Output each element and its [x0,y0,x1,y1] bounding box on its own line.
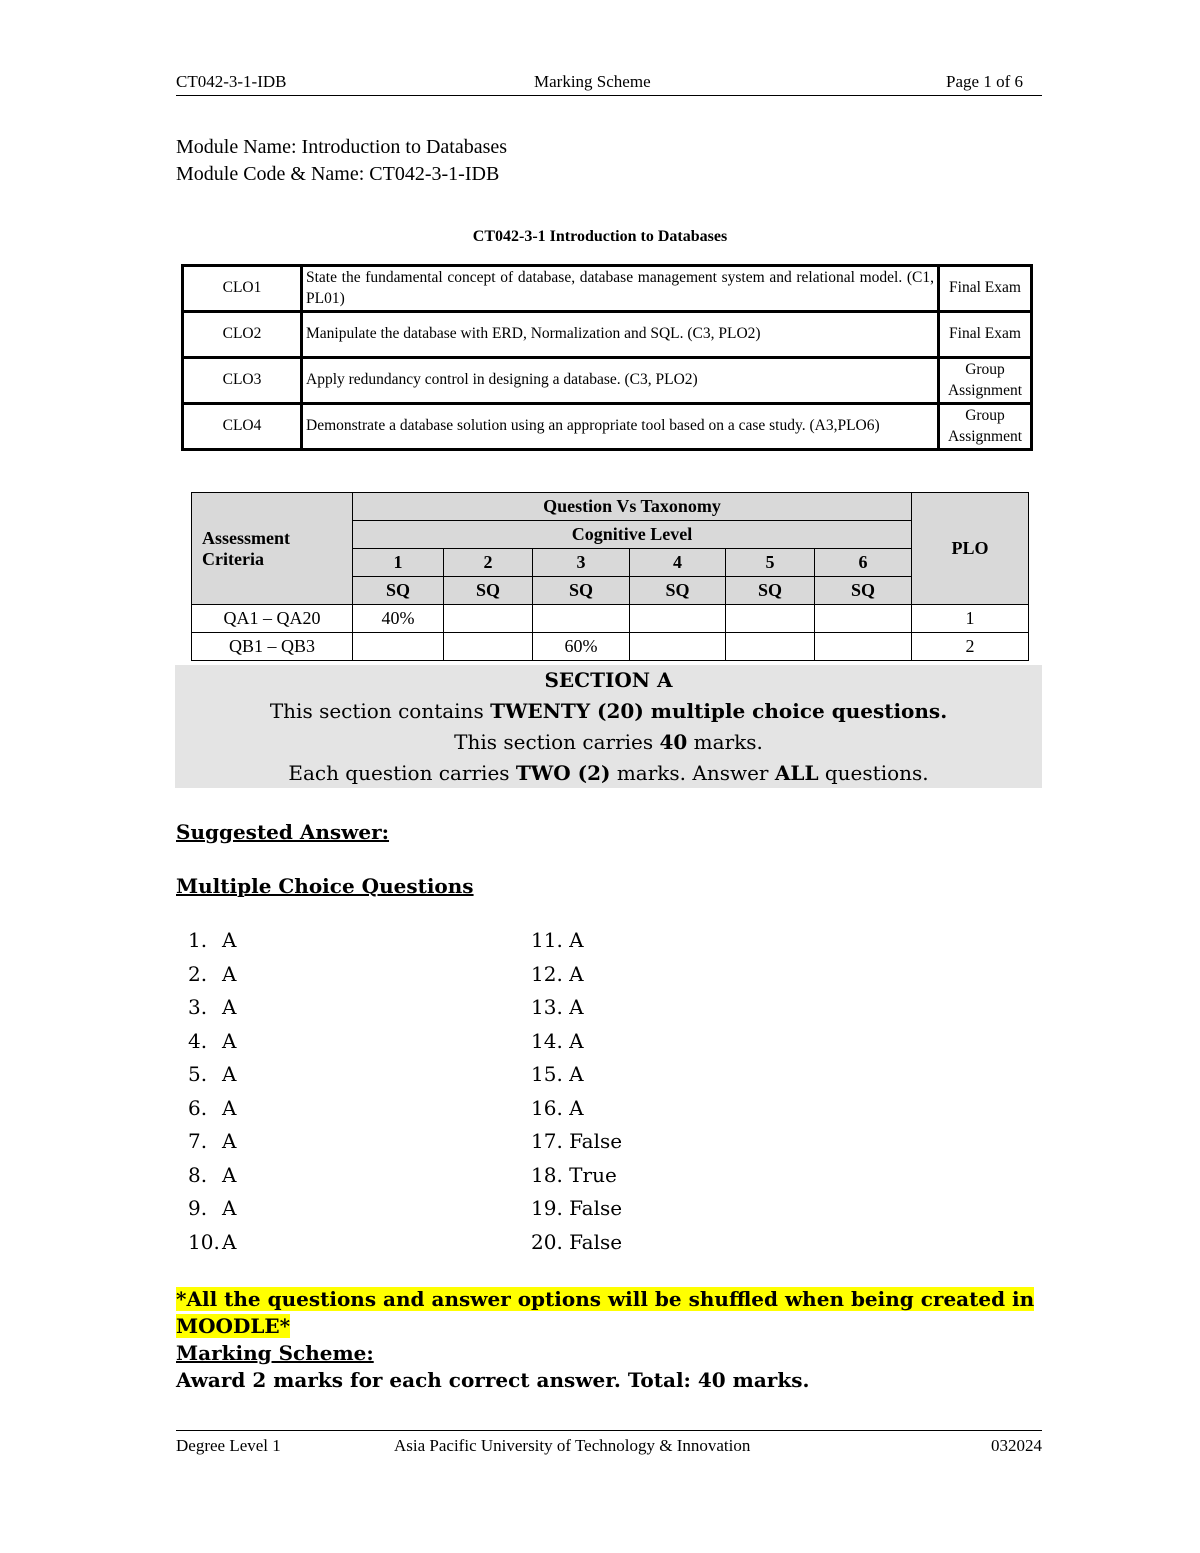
table-cell [444,633,533,661]
footer-code: 032024 [991,1436,1042,1455]
assessment-criteria-header: Assessment Criteria [192,493,353,605]
section-a-line-2: This section carries 40 marks. [454,730,763,754]
clo-description: Manipulate the database with ERD, Normalization and SQL. (C3, PLO2) [302,312,939,358]
sq-header: SQ [630,577,726,605]
shuffle-note-line-1: *All the questions and answer options will be shuffled when being created in [176,1287,1035,1311]
level-header: 6 [815,549,912,577]
answer-value: A [222,1029,237,1053]
table-row [183,266,1032,312]
answer-item: 17. False [531,1129,623,1153]
answer-item: 18. True [531,1163,617,1187]
table-cell: 40% [353,605,444,633]
answer-number: 7. [188,1129,208,1153]
module-name-line: Module Name: Introduction to Databases [176,136,508,158]
answer-value: A [222,1196,237,1220]
clo-description: State the fundamental concept of database, database management system and relational model. (C1, PL01) [302,266,939,312]
answer-list [0,928,1200,1268]
table-cell [815,633,912,661]
table-cell [444,605,533,633]
table-cell: 60% [533,633,630,661]
shuffle-note [176,1286,1034,1340]
module-code-line: Module Code & Name: CT042-3-1-IDB [176,163,500,185]
answer-number: 6. [188,1096,208,1120]
page-footer [176,1430,1042,1461]
suggested-answer-heading: Suggested Answer: [176,820,390,844]
level-header: 1 [353,549,444,577]
answer-value: A [222,928,237,952]
table-cell [815,605,912,633]
table-row [192,633,1029,661]
table-cell [353,633,444,661]
marking-scheme-heading: Marking Scheme: [176,1341,374,1365]
mcq-heading: Multiple Choice Questions [176,874,474,898]
table-cell [726,633,815,661]
footer-university: Asia Pacific University of Technology & Innovation [394,1436,751,1455]
answer-item: 20. False [531,1230,623,1254]
section-a-line-1: This section contains TWENTY (20) multiple choice questions. [269,699,948,723]
page-header [176,70,1042,96]
answer-number: 3. [188,995,208,1019]
answer-number: 10. [188,1230,220,1254]
answer-value: A [222,962,237,986]
section-a-box [175,665,1042,788]
criteria-cell: QB1 – QB3 [192,633,353,661]
sq-header: SQ [444,577,533,605]
answer-item: 15. A [531,1062,584,1086]
plo-cell: 1 [912,605,1029,633]
answer-number: 5. [188,1062,208,1086]
taxonomy-group-header: Question Vs Taxonomy [353,493,912,521]
marking-scheme-text: Award 2 marks for each correct answer. Total: 40 marks. [176,1368,810,1392]
clo-description: Demonstrate a database solution using an appropriate tool based on a case study. (A3,PLO6) [302,404,939,450]
answer-number: 2. [188,962,208,986]
table-cell [726,605,815,633]
header-module-code: CT042-3-1-IDB [176,72,287,91]
table-row [192,605,1029,633]
plo-cell: 2 [912,633,1029,661]
clo-id: CLO1 [183,266,302,312]
answer-value: A [222,1062,237,1086]
table-row [183,358,1032,404]
level-header: 5 [726,549,815,577]
answer-item: 19. False [531,1196,623,1220]
cognitive-level-header: Cognitive Level [353,521,912,549]
answer-value: A [222,1230,237,1254]
clo-assessment: Final Exam [939,266,1032,312]
level-header: 3 [533,549,630,577]
clo-table [181,264,1033,451]
answer-value: A [222,1096,237,1120]
shuffle-note-line-2: MOODLE* [176,1314,291,1338]
table-cell [630,605,726,633]
sq-header: SQ [533,577,630,605]
answer-item: 14. A [531,1029,584,1053]
clo-table-title: CT042-3-1 Introduction to Databases [472,228,728,245]
answer-item: 11. A [531,928,584,952]
answer-number: 1. [188,928,208,952]
taxonomy-table [191,492,1029,661]
header-title: Marking Scheme [534,72,651,91]
level-header: 4 [630,549,726,577]
sq-header: SQ [815,577,912,605]
clo-id: CLO2 [183,312,302,358]
sq-header: SQ [353,577,444,605]
table-row [183,404,1032,450]
section-a-title: SECTION A [544,668,673,692]
answer-number: 8. [188,1163,208,1187]
level-header: 2 [444,549,533,577]
section-a-line-3: Each question carries TWO (2) marks. Answer ALL questions. [288,761,929,785]
answer-item: 12. A [531,962,584,986]
clo-assessment: Group Assignment [939,404,1032,450]
answer-value: A [222,995,237,1019]
table-row [183,312,1032,358]
answer-number: 9. [188,1196,208,1220]
clo-assessment: Final Exam [939,312,1032,358]
clo-id: CLO4 [183,404,302,450]
header-page-number: Page 1 of 6 [946,72,1023,91]
sq-header: SQ [726,577,815,605]
clo-description: Apply redundancy control in designing a database. (C3, PLO2) [302,358,939,404]
footer-degree-level: Degree Level 1 [176,1436,281,1455]
clo-assessment: Group Assignment [939,358,1032,404]
answer-item: 13. A [531,995,584,1019]
answer-number: 4. [188,1029,208,1053]
criteria-cell: QA1 – QA20 [192,605,353,633]
table-cell [533,605,630,633]
plo-header: PLO [912,493,1029,605]
clo-id: CLO3 [183,358,302,404]
answer-item: 16. A [531,1096,584,1120]
table-cell [630,633,726,661]
answer-value: A [222,1129,237,1153]
answer-value: A [222,1163,237,1187]
